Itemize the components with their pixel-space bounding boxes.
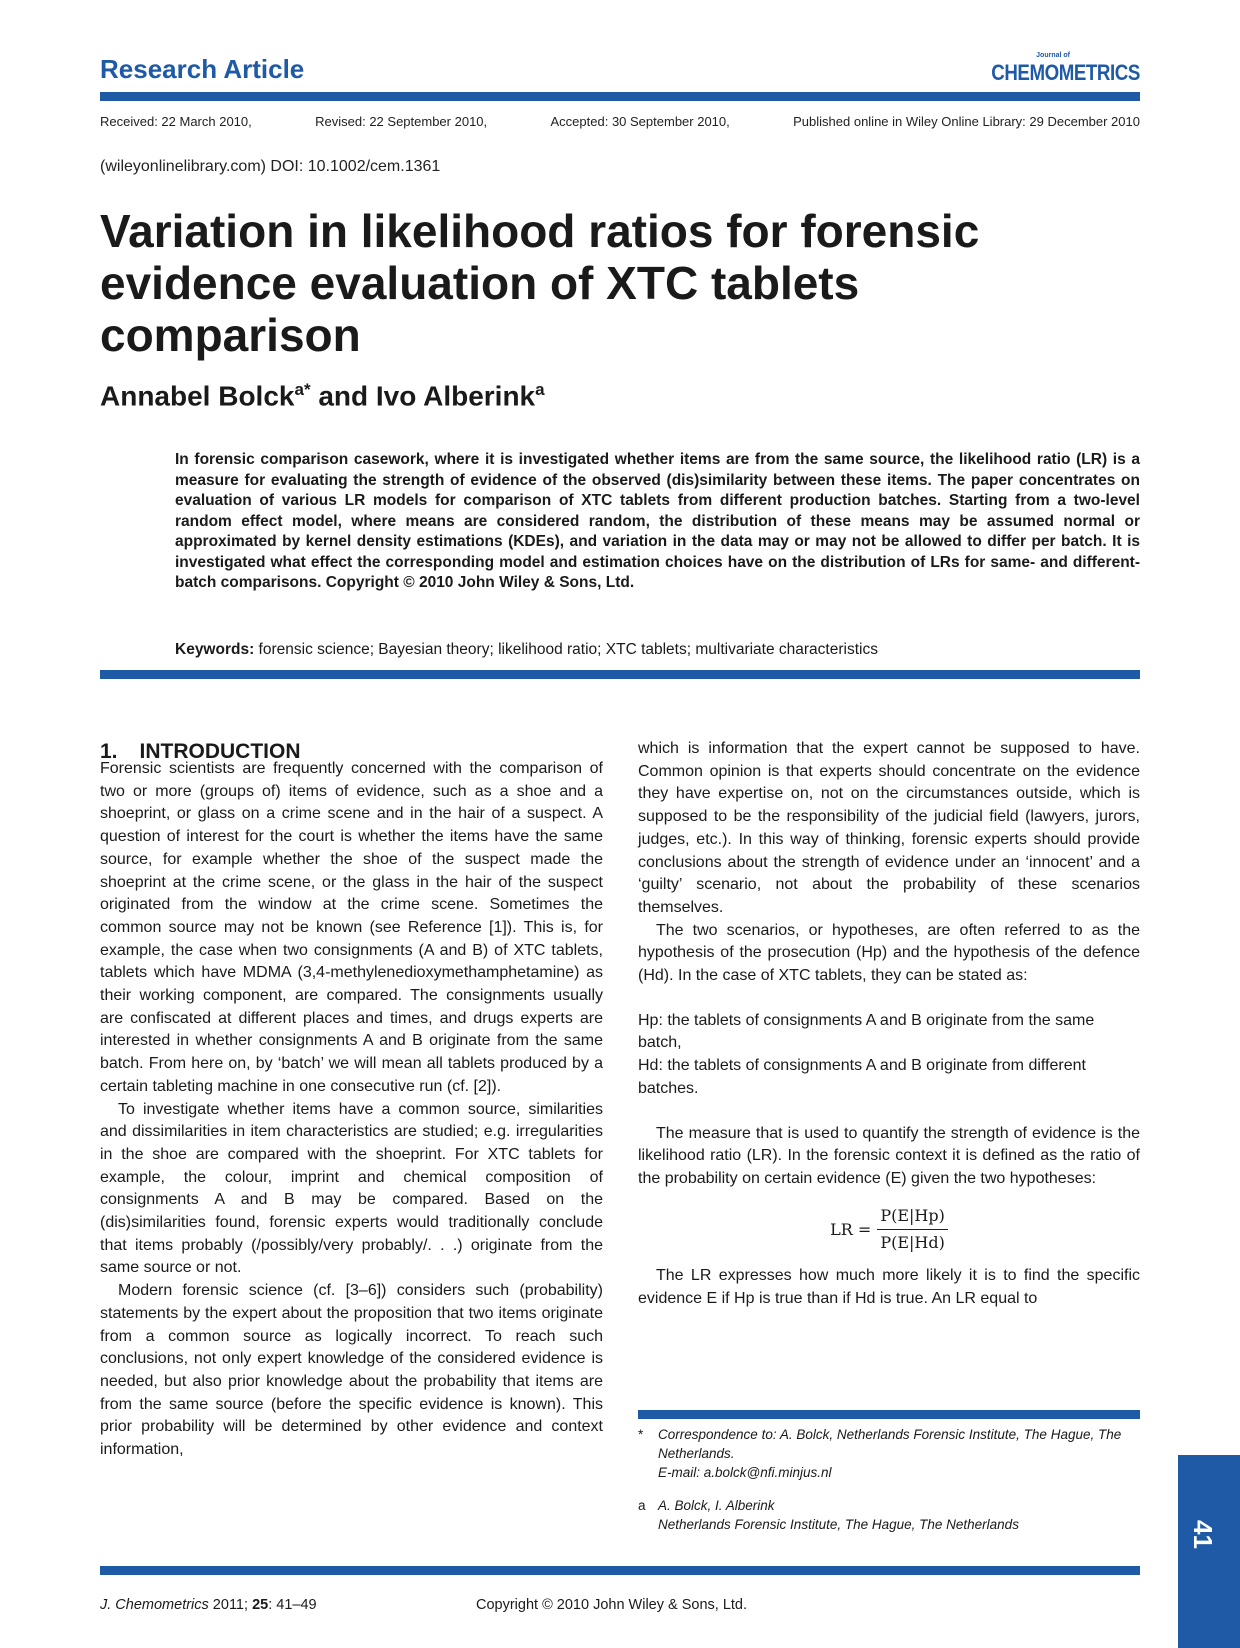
affiliation-authors: A. Bolck, I. Alberink [658,1498,775,1513]
formula-numerator: P(E|Hp) [877,1205,948,1231]
formula-fraction [877,1205,948,1255]
formula-denominator: P(E|Hd) [880,1233,945,1253]
footnotes [638,1425,1140,1548]
affiliation-note [638,1496,1140,1534]
left-column [100,758,603,1462]
paragraph: The measure that is used to quantify the strength of evidence is the likelihood ratio (LR). In the forensic context it is defined as the ratio of the probability on certain evidence (E) given the two hypotheses: [638,1124,1140,1187]
footer-rule [100,1566,1140,1575]
abstract: In forensic comparison casework, where it is investigated whether items are from the same source, the likelihood ratio (LR) is a measure for evaluating the strength of evidence of the observed (dis)similarity between these items. The paper concentrates on evaluation of various LR models for comparison of XTC tablets from different production batches. Starting from a two-level random effect model, where means are considered random, the distribution of these means may be assumed normal or approximated by kernel density estimations (KDEs), and variation in the data may or may not be allowed to differ per batch. It is investigated what effect the corresponding model and estimation choices have on the distribution of LRs for same- and different-batch comparisons. Copyright © 2010 John Wiley & Sons, Ltd. [175,451,1140,591]
affiliation-marker: a [535,380,545,399]
paragraph: To investigate whether items have a common source, similarities and dissimilarities in item characteristics are studied; e.g. irregularities in the shoe are compared with the shoeprint. For XTC tablets for example, the colour, imprint and chemical composition of consignments A and B may be compared. Based on the (dis)similarities found, forensic experts would traditionally conclude that items probably (/possibly/very probably/. . .) originate from the same source or not. [100,1100,603,1277]
section-number: 1. [100,740,118,763]
citation-year: 2011; [208,1597,253,1613]
journal-abbrev: J. Chemometrics [100,1597,209,1613]
right-column [638,738,1140,1310]
journal-logo-prefix: Journal of [1036,52,1070,59]
revised-date: Revised: 22 September 2010, [315,114,488,129]
page-number: 41 [1187,1520,1218,1549]
article-title: Variation in likelihood ratios for forensic evidence evaluation of XTC tablets comparison [100,205,980,361]
journal-logo [965,52,1140,86]
citation-volume: 25 [252,1597,269,1613]
correspondence-text: Correspondence to: A. Bolck, Netherlands Forensic Institute, The Hague, The Netherlands. [658,1427,1122,1461]
affiliation-marker: a* [294,380,311,399]
paragraph: The LR expresses how much more likely it is to find the specific evidence E if Hp is true than if Hd is true. An LR equal to [638,1267,1140,1307]
paragraph: The two scenarios, or hypotheses, are often referred to as the hypothesis of the prosecution (Hp) and the hypothesis of the defence (Hd). In the case of XTC tablets, they can be stated as: [638,921,1140,985]
journal-citation [100,1597,317,1613]
footnote-marker: * [638,1427,644,1442]
accepted-date: Accepted: 30 September 2010, [550,114,730,129]
header-rule [100,92,1140,101]
keywords-label: Keywords: [175,641,255,658]
section-title: INTRODUCTION [139,740,301,763]
hypotheses [638,1010,1140,1101]
published-date: Published online in Wiley Online Library: 29 December 2010 [793,114,1140,129]
paragraph: which is information that the expert cannot be supposed to have. Common opinion is that experts should concentrate on the evidence they have expertise on, not on the circumstances outside, which is supposed to be the responsibility of the judicial field (lawyers, jurors, judges, etc.). In this way of thinking, forensic experts should provide conclusions about the strength of evidence under an ‘innocent’ and a ‘guilty’ scenario, not about the probability of these scenarios themselves. [638,740,1140,916]
received-date: Received: 22 March 2010, [100,114,252,129]
correspondence-email: E-mail: a.bolck@nfi.minjus.nl [658,1465,832,1480]
paragraph: Modern forensic science (cf. [3–6]) considers such (probability) statements by the expert about the proposition that two items originate from a common source as logically incorrect. To reach such conclusions, not only expert knowledge of the considered evidence is needed, but also prior knowledge about the probability that items are from the same source (before the specific evidence is known). This prior probability will be determined by other evidence and context information, [100,1282,603,1459]
affiliation-institute: Netherlands Forensic Institute, The Hague, The Netherlands [658,1517,1019,1532]
author-name: Ivo Alberink [375,380,536,412]
hypothesis-defence: Hd: the tablets of consignments A and B originate from different batches. [638,1057,1086,1097]
author-list [100,380,545,412]
footnote-marker: a [638,1498,646,1513]
abstract-rule [100,670,1140,679]
page-number-tab [1178,1455,1240,1648]
article-type-label: Research Article [100,54,305,84]
keywords-text: forensic science; Bayesian theory; likelihood ratio; XTC tablets; multivariate characteristics [254,641,878,658]
correspondence-note [638,1425,1140,1482]
copyright-notice: Copyright © 2010 John Wiley & Sons, Ltd. [476,1597,748,1613]
footnote-rule [638,1410,1140,1419]
hypothesis-prosecution: Hp: the tablets of consignments A and B originate from the same batch, [638,1011,1095,1052]
journal-logo-name: CHEMOMETRICS [991,60,1140,85]
formula-lhs: LR = [830,1219,872,1239]
author-conjunction: and [310,380,376,412]
author-name: Annabel Bolck [100,380,295,412]
lr-formula [638,1205,1140,1255]
citation-pages: : 41–49 [268,1597,317,1613]
doi-line: (wileyonlinelibrary.com) DOI: 10.1002/cem.1361 [100,158,441,175]
paragraph: Forensic scientists are frequently concerned with the comparison of two or more (groups of) items of evidence, such as a shoe and a shoeprint, or glass on a crime scene and in the hair of a suspect. A question of interest for the court is whether the items have the same source, for example whether the shoe of the suspect made the shoeprint at the crime scene, or the glass in the hair of the suspect originated from the window at the crime scene. Sometimes the common source may not be known (see Reference [1]). This is, for example, the case when two consignments (A and B) of XTC tablets, tablets which have MDMA (3,4-methylenedioxymethamphetamine) as their working component, are compared. The consignments usually are confiscated at different places and times, and drugs experts are interested in whether consignments A and B originate from the same batch. From here on, by ‘batch’ we will mean all tablets produced by a certain tableting machine in one consecutive run (cf. [2]). [100,760,603,1095]
keywords [175,641,878,659]
article-dates [100,114,1140,129]
